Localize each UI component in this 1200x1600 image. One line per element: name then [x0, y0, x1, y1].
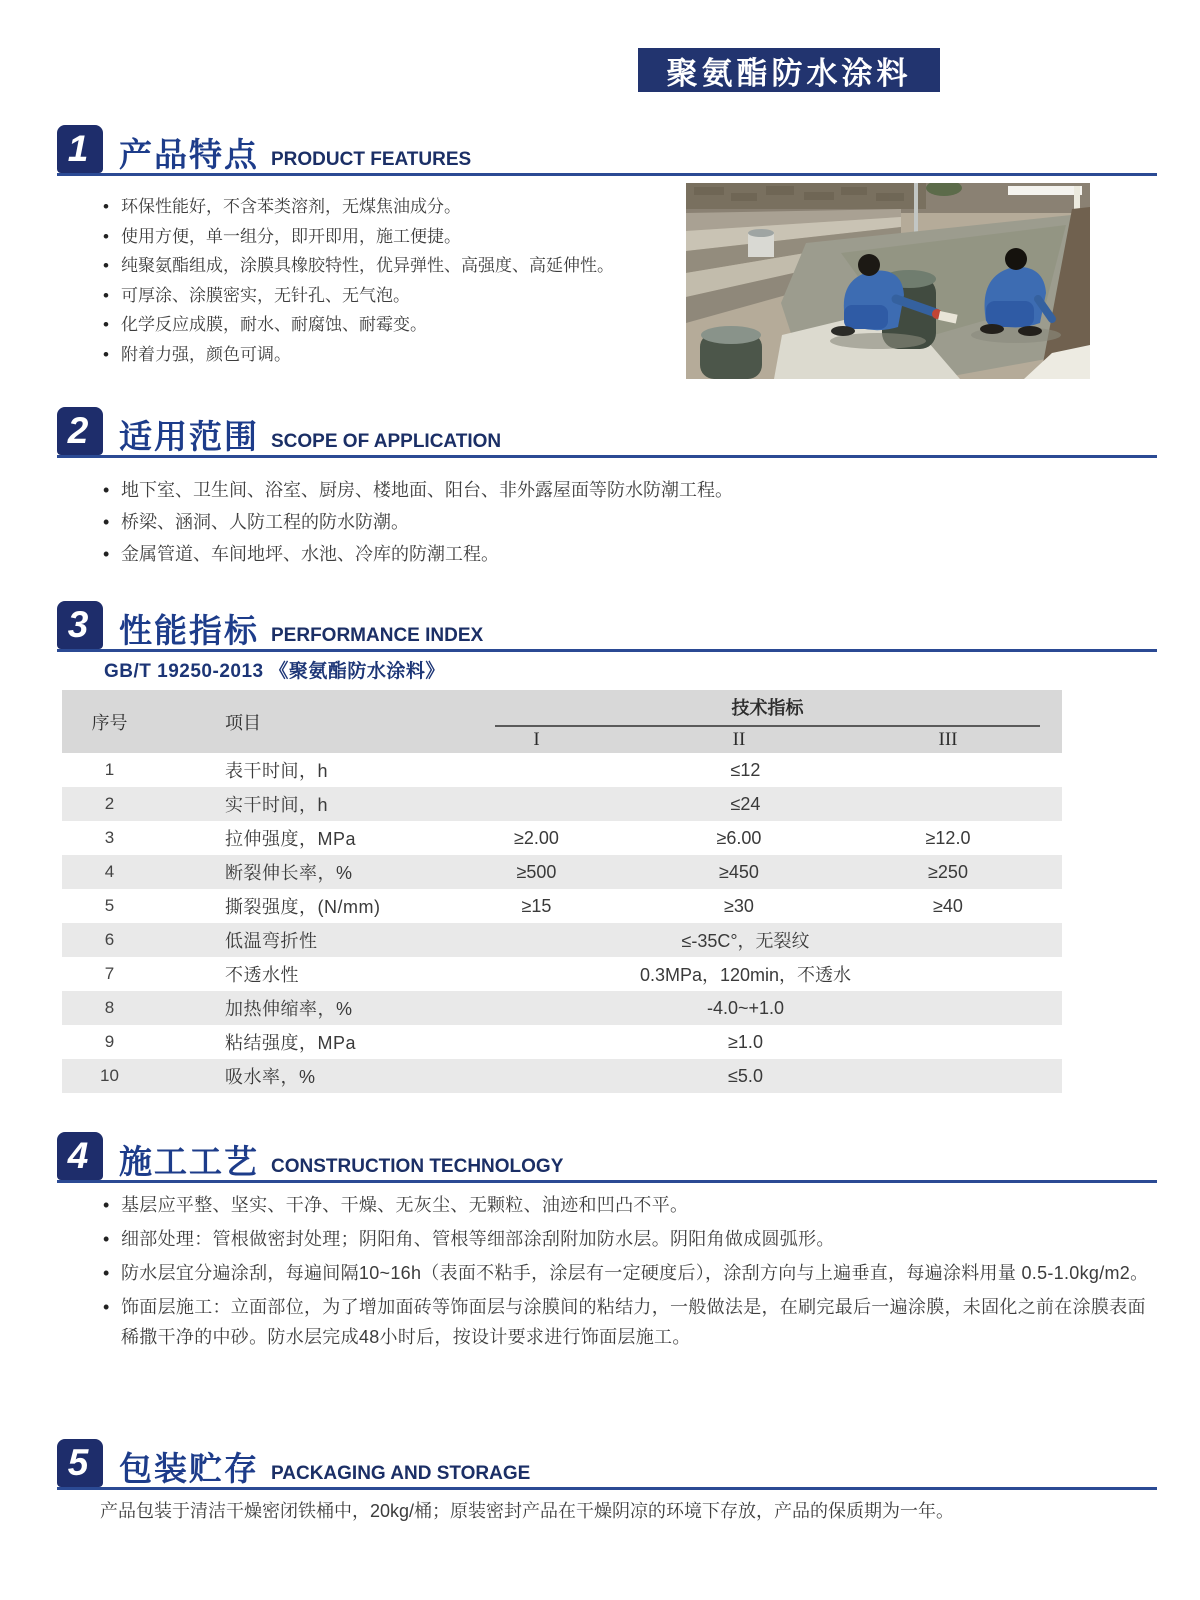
- row-value: ≤-35C°，无裂纹: [681, 931, 810, 951]
- list-item: [103, 538, 1103, 570]
- bullet-icon: •: [103, 512, 110, 532]
- list-item-text: 基层应平整、坚实、干净、干燥、无灰尘、无颗粒、油迹和凹凸不平。: [121, 1195, 689, 1215]
- list-item: [103, 192, 683, 222]
- row-item: 实干时间，h: [225, 795, 329, 815]
- row-no: 8: [104, 998, 115, 1017]
- section-title: 包装贮存: [119, 1450, 259, 1487]
- row-no: 6: [104, 930, 115, 949]
- table-row: [62, 787, 1062, 821]
- row-no: 3: [104, 828, 115, 847]
- scope-list: [103, 474, 1103, 570]
- list-item-text: 可厚涂、涂膜密实，无针孔、无气泡。: [121, 285, 410, 305]
- row-value: ≤12: [730, 759, 761, 780]
- row-value-2: ≥450: [719, 861, 759, 882]
- table-row: [62, 821, 1062, 855]
- list-item: [103, 281, 683, 311]
- bullet-icon: •: [103, 226, 109, 246]
- table-row: [62, 1059, 1062, 1093]
- row-item: 加热伸缩率，%: [225, 999, 353, 1019]
- row-value: ≥1.0: [728, 1031, 763, 1052]
- row-no: 10: [100, 1066, 119, 1085]
- list-item: [103, 474, 1103, 506]
- section-number-badge: 4: [57, 1132, 103, 1180]
- col-header-tech-label: 技术指标: [495, 690, 1040, 727]
- list-item-text: 防水层宜分遍涂刮，每遍间隔10~16h（表面不粘手，涂层有一定硬度后），涂刮方向与上遍垂直，每遍涂料用量 0.5-1.0kg/m2。: [121, 1263, 1149, 1283]
- row-no: 4: [104, 862, 115, 881]
- row-item: 吸水率，%: [225, 1067, 316, 1087]
- row-item: 表干时间，h: [225, 761, 329, 781]
- row-value-1: ≥500: [516, 861, 557, 882]
- row-no: 9: [104, 1032, 115, 1051]
- section-number-badge: 5: [57, 1439, 103, 1487]
- row-item: 撕裂强度，(N/mm): [225, 897, 381, 917]
- section-number-badge: 3: [57, 601, 103, 649]
- section-number-badge: 2: [57, 407, 103, 455]
- list-item: [103, 506, 1103, 538]
- construction-list: [103, 1190, 1151, 1356]
- list-item: [103, 222, 683, 252]
- row-item: 拉伸强度，MPa: [225, 829, 357, 849]
- col-header-item: 项目: [157, 690, 429, 753]
- list-item: [103, 1292, 1151, 1352]
- list-item-text: 使用方便，单一组分，即开即用，施工便捷。: [121, 226, 461, 246]
- row-value-2: ≥30: [724, 895, 754, 916]
- row-value-3: ≥250: [928, 861, 968, 882]
- table-row: [62, 1025, 1062, 1059]
- col-header-tech: [429, 690, 1062, 727]
- row-no: 7: [104, 964, 115, 983]
- row-value-1: ≥15: [521, 895, 552, 916]
- section-subtitle: PERFORMANCE INDEX: [271, 625, 484, 646]
- row-no: 1: [104, 760, 115, 779]
- table-header-row: [62, 690, 1062, 727]
- section-subtitle: CONSTRUCTION TECHNOLOGY: [271, 1156, 564, 1177]
- list-item-text: 细部处理：管根做密封处理；阴阳角、管根等细部涂刮附加防水层。阴阳角做成圆弧形。: [121, 1229, 835, 1249]
- section-header-performance: [57, 602, 1157, 652]
- packaging-text: 产品包装于清洁干燥密闭铁桶中，20kg/桶；原装密封产品在干燥阴凉的环境下存放，产品的保质期为一年。: [100, 1501, 955, 1521]
- section-subtitle: PACKAGING AND STORAGE: [271, 1463, 531, 1484]
- table-row: [62, 923, 1062, 957]
- row-value: ≤5.0: [728, 1065, 763, 1086]
- bullet-icon: •: [103, 256, 109, 275]
- section-header-packaging: [57, 1440, 1157, 1490]
- list-item: [103, 340, 683, 370]
- bullet-icon: •: [103, 1297, 110, 1317]
- section-title: 适用范围: [119, 418, 259, 455]
- list-item-text: 环保性能好，不含苯类溶剂，无煤焦油成分。: [121, 197, 461, 216]
- bullet-icon: •: [103, 315, 109, 334]
- table-row: [62, 753, 1062, 787]
- row-item: 断裂伸长率，%: [225, 863, 353, 883]
- col-header-no: 序号: [62, 690, 157, 753]
- list-item: [103, 1258, 1151, 1288]
- section-subtitle: SCOPE OF APPLICATION: [271, 431, 502, 452]
- list-item-text: 地下室、卫生间、浴室、厨房、楼地面、阳台、非外露屋面等防水防潮工程。: [121, 480, 733, 500]
- grade-header-3: III: [834, 727, 1062, 753]
- product-photo: [686, 183, 1090, 379]
- bullet-icon: •: [103, 1229, 110, 1249]
- row-no: 2: [104, 794, 115, 813]
- row-value: 0.3MPa，120min，不透水: [639, 965, 852, 985]
- row-no: 5: [104, 896, 115, 915]
- row-value: ≤24: [730, 793, 761, 814]
- grade-header-2: II: [644, 727, 834, 753]
- section-header-product-features: [57, 126, 1157, 176]
- list-item: [103, 1190, 1151, 1220]
- table-row: [62, 855, 1062, 889]
- list-item: [103, 310, 683, 340]
- row-value-2: ≥6.00: [716, 827, 762, 848]
- bullet-icon: •: [103, 344, 109, 364]
- table-row: [62, 991, 1062, 1025]
- row-item: 粘结强度，MPa: [225, 1033, 357, 1053]
- row-value: -4.0~+1.0: [706, 997, 785, 1018]
- row-value-1: ≥2.00: [514, 827, 559, 848]
- standard-reference: GB/T 19250-2013 《聚氨酯防水涂料》: [104, 661, 445, 682]
- product-features-list: [103, 192, 683, 369]
- row-value-3: ≥12.0: [925, 827, 971, 848]
- bullet-icon: •: [103, 285, 109, 305]
- section-header-scope: [57, 408, 1157, 458]
- table-row: [62, 957, 1062, 991]
- section-title: 性能指标: [119, 612, 259, 649]
- bullet-icon: •: [103, 197, 109, 216]
- grade-header-1: I: [429, 727, 644, 753]
- list-item-text: 附着力强，颜色可调。: [121, 344, 291, 364]
- performance-index-table: [62, 690, 1062, 1093]
- row-item: 不透水性: [225, 965, 299, 985]
- list-item-text: 桥梁、涵洞、人防工程的防水防潮。: [121, 512, 409, 532]
- bullet-icon: •: [103, 1195, 110, 1215]
- bullet-icon: •: [103, 544, 110, 564]
- list-item-text: 饰面层施工：立面部位，为了增加面砖等饰面层与涂膜间的粘结力，一般做法是，在刷完最后一遍涂膜，未固化之前在涂膜表面稀撒干净的中砂。防水层完成48小时后，按设计要求进行饰面层施工。: [121, 1297, 1146, 1347]
- list-item-text: 化学反应成膜，耐水、耐腐蚀、耐霉变。: [121, 315, 427, 334]
- bullet-icon: •: [103, 480, 110, 500]
- bullet-icon: •: [103, 1263, 110, 1283]
- list-item-text: 纯聚氨酯组成，涂膜具橡胶特性，优异弹性、高强度、高延伸性。: [121, 256, 614, 275]
- list-item: [103, 251, 683, 281]
- table-row: [62, 889, 1062, 923]
- list-item: [103, 1224, 1151, 1254]
- section-subtitle: PRODUCT FEATURES: [271, 149, 472, 170]
- row-item: 低温弯折性: [225, 931, 318, 951]
- page-title: 聚氨酯防水涂料: [638, 48, 940, 92]
- section-number-badge: 1: [57, 125, 103, 173]
- section-title: 施工工艺: [119, 1143, 259, 1180]
- list-item-text: 金属管道、车间地坪、水池、冷库的防潮工程。: [121, 544, 499, 564]
- section-title: 产品特点: [119, 136, 259, 173]
- row-value-3: ≥40: [933, 895, 963, 916]
- section-header-construction: [57, 1133, 1157, 1183]
